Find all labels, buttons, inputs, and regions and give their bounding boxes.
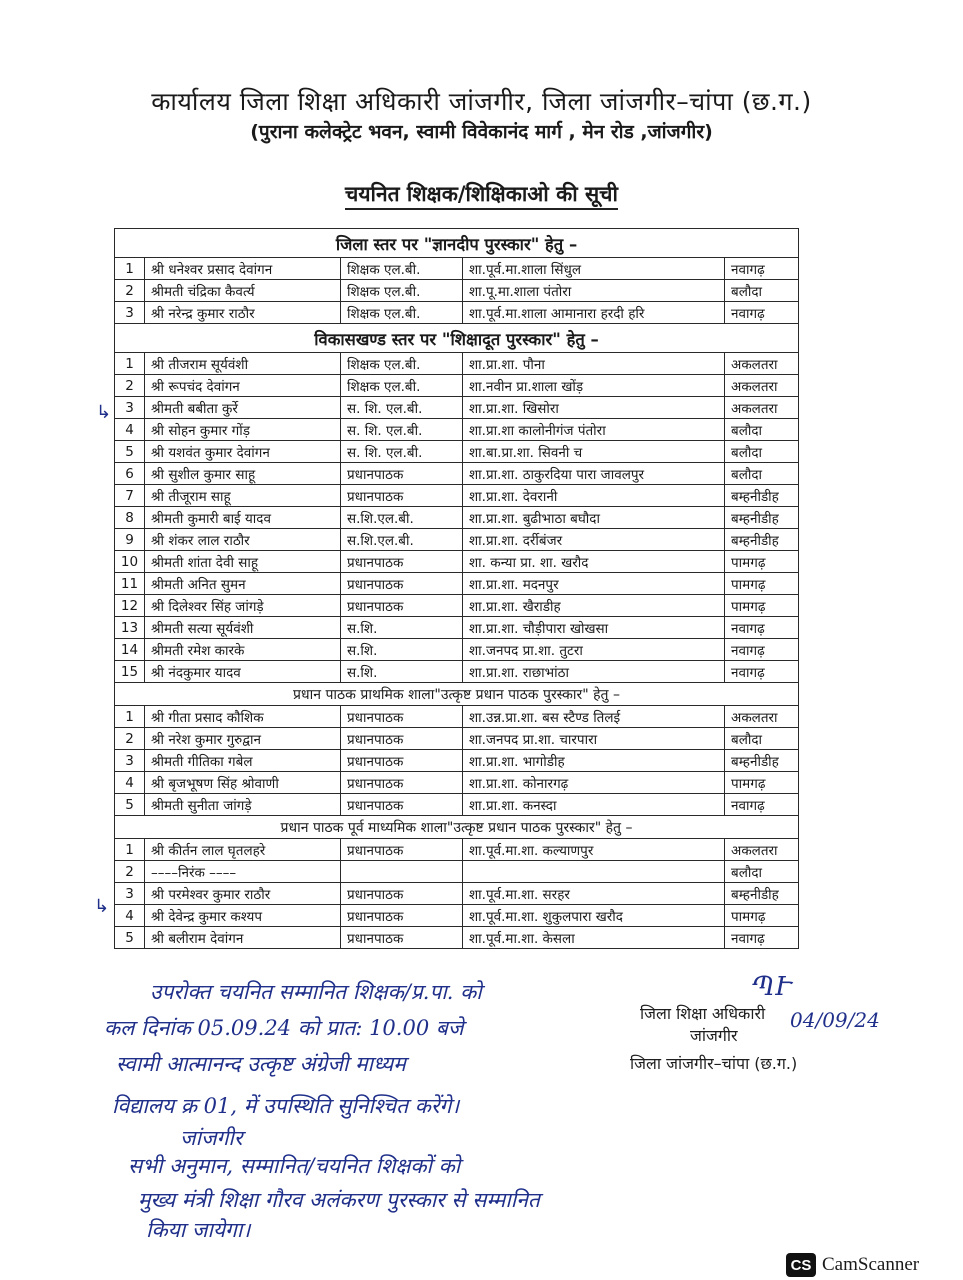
teacher-name: श्री नरेश कुमार गुरुद्वान (145, 728, 341, 750)
designation: शिक्षक एल.बी. (341, 302, 463, 324)
serial-number: 6 (115, 463, 145, 485)
table-row (115, 728, 799, 750)
table-row (115, 883, 799, 905)
teacher-name: श्री धनेश्वर प्रसाद देवांगन (145, 258, 341, 280)
block-name: नवागढ़ (725, 639, 799, 661)
serial-number: 12 (115, 595, 145, 617)
handwritten-note-line: कल दिनांक 05.09.24 को प्रात: 10.00 बजे (104, 1016, 464, 1040)
table-row (115, 353, 799, 375)
school-name: शा.उन्न.प्रा.शा. बस स्टैण्ड तिलई (463, 706, 725, 728)
teacher-name: श्री नरेन्द्र कुमार राठौर (145, 302, 341, 324)
serial-number: 13 (115, 617, 145, 639)
block-name: बलौदा (725, 280, 799, 302)
block-name: बलौदा (725, 728, 799, 750)
office-address: (पुराना कलेक्ट्रेट भवन, स्वामी विवेकानंद मार्ग , मेन रोड ,जांजगीर) (250, 121, 713, 143)
teacher-name: श्री नंदकुमार यादव (145, 661, 341, 683)
school-name: शा.नवीन प्रा.शाला खोंड़ (463, 375, 725, 397)
block-name: अकलतरा (725, 375, 799, 397)
signature: ՊՒ (752, 972, 792, 1002)
teacher-name: श्री यशवंत कुमार देवांगन (145, 441, 341, 463)
designation: शिक्षक एल.बी. (341, 280, 463, 302)
teacher-name: श्री रूपचंद देवांगन (145, 375, 341, 397)
table-row (115, 772, 799, 794)
designation: प्रधानपाठक (341, 485, 463, 507)
block-name: नवागढ़ (725, 302, 799, 324)
teacher-name: श्री देवेन्द्र कुमार कश्यप (145, 905, 341, 927)
table-row (115, 419, 799, 441)
camscanner-watermark (786, 1253, 919, 1277)
teacher-name: श्री बलीराम देवांगन (145, 927, 341, 949)
teacher-name: श्रीमती अनित सुमन (145, 573, 341, 595)
teacher-name: श्री बृजभूषण सिंह श्रोवाणी (145, 772, 341, 794)
school-name: शा.प्रा.शा. ठाकुरदिया पारा जावलपुर (463, 463, 725, 485)
camscanner-label: CamScanner (822, 1254, 920, 1275)
table-row (115, 706, 799, 728)
designation: प्रधानपाठक (341, 728, 463, 750)
serial-number: 2 (115, 280, 145, 302)
serial-number: 4 (115, 419, 145, 441)
handwritten-note-line: किया जायेगा। (146, 1218, 251, 1242)
table-row (115, 375, 799, 397)
teacher-name: ––––निरंक –––– (145, 861, 341, 883)
block-name: बम्हनीडीह (725, 507, 799, 529)
stamp-line-officer: जिला शिक्षा अधिकारी (640, 1004, 766, 1023)
table-row (115, 639, 799, 661)
serial-number: 1 (115, 706, 145, 728)
block-name: अकलतरा (725, 706, 799, 728)
block-name: बम्हनीडीह (725, 883, 799, 905)
table-row (115, 258, 799, 280)
school-name: शा.प्रा.शा. कनस्दा (463, 794, 725, 816)
designation: प्रधानपाठक (341, 595, 463, 617)
block-name: बलौदा (725, 419, 799, 441)
stamp-line-district: जिला जांजगीर–चांपा (छ.ग.) (630, 1054, 798, 1073)
teacher-name: श्री गीता प्रसाद कौशिक (145, 706, 341, 728)
teacher-name: श्री सोहन कुमार गोंड़ (145, 419, 341, 441)
serial-number: 9 (115, 529, 145, 551)
serial-number: 1 (115, 353, 145, 375)
block-name: बम्हनीडीह (725, 529, 799, 551)
designation: प्रधानपाठक (341, 750, 463, 772)
table-row (115, 397, 799, 419)
teacher-name: श्री परमेश्वर कुमार राठौर (145, 883, 341, 905)
designation: प्रधानपाठक (341, 883, 463, 905)
office-heading: कार्यालय जिला शिक्षा अधिकारी जांजगीर, जिला जांजगीर–चांपा (छ.ग.) (151, 87, 812, 116)
table-row (115, 441, 799, 463)
designation: प्रधानपाठक (341, 905, 463, 927)
table-row (115, 573, 799, 595)
block-name: अकलतरा (725, 839, 799, 861)
block-name: बलौदा (725, 463, 799, 485)
handwritten-note-line: उपरोक्त चयनित सम्मानित शिक्षक/प्र.पा. को (150, 980, 482, 1004)
selected-teachers-table (114, 228, 799, 949)
designation: स. शि. एल.बी. (341, 441, 463, 463)
table-row (115, 927, 799, 949)
table-row (115, 750, 799, 772)
block-name: नवागढ़ (725, 927, 799, 949)
section-title: जिला स्तर पर "ज्ञानदीप पुरस्कार" हेतु – (115, 229, 799, 258)
teacher-name: श्रीमती गीतिका गबेल (145, 750, 341, 772)
designation: शिक्षक एल.बी. (341, 375, 463, 397)
block-name: पामगढ़ (725, 905, 799, 927)
handwritten-note-line: विद्यालय क्र 01, में उपस्थिति सुनिश्चित करेंगे। (112, 1094, 460, 1118)
designation: स. शि. एल.बी. (341, 419, 463, 441)
table-row (115, 617, 799, 639)
teacher-name: श्रीमती सुनीता जांगड़े (145, 794, 341, 816)
teacher-name: श्री शंकर लाल राठौर (145, 529, 341, 551)
teacher-name: श्रीमती चंद्रिका कैवर्त्य (145, 280, 341, 302)
block-name: अकलतरा (725, 353, 799, 375)
margin-tick-mark: ↳ (94, 896, 110, 917)
teacher-name: श्रीमती बबीता कुर्रे (145, 397, 341, 419)
school-name: शा. कन्या प्रा. शा. खरौद (463, 551, 725, 573)
school-name: शा.प्रा.शा. चौड़ीपारा खोखसा (463, 617, 725, 639)
section-header-row (115, 229, 799, 258)
list-title (0, 180, 963, 208)
serial-number: 2 (115, 728, 145, 750)
school-name: शा.जनपद प्रा.शा. चारपारा (463, 728, 725, 750)
teacher-name: श्री दिलेश्वर सिंह जांगड़े (145, 595, 341, 617)
signature-date: 04/09/24 (790, 1008, 880, 1032)
section-header-row (115, 816, 799, 839)
teacher-name: श्री तीजराम सूर्यवंशी (145, 353, 341, 375)
table-row (115, 794, 799, 816)
serial-number: 2 (115, 375, 145, 397)
table-row (115, 839, 799, 861)
serial-number: 5 (115, 927, 145, 949)
block-name: पामगढ़ (725, 551, 799, 573)
teacher-name: श्री सुशील कुमार साहू (145, 463, 341, 485)
list-title-text: चयनित शिक्षक/शिक्षिकाओ की सूची (345, 182, 618, 210)
block-name: पामगढ़ (725, 573, 799, 595)
designation: शिक्षक एल.बी. (341, 353, 463, 375)
school-name: शा.प्रा.शा. बुढीभाठा बघौदा (463, 507, 725, 529)
serial-number: 1 (115, 258, 145, 280)
serial-number: 7 (115, 485, 145, 507)
designation: स.शि. (341, 639, 463, 661)
school-name: शा.पू.मा.शाला पंतोरा (463, 280, 725, 302)
serial-number: 5 (115, 441, 145, 463)
stamp-line-place: जांजगीर (690, 1026, 738, 1045)
designation: प्रधानपाठक (341, 839, 463, 861)
school-name: शा.प्रा.शा. मदनपुर (463, 573, 725, 595)
serial-number: 5 (115, 794, 145, 816)
teacher-name: श्री कीर्तन लाल घृतलहरे (145, 839, 341, 861)
school-name: शा.प्रा.शा. पौना (463, 353, 725, 375)
block-name: अकलतरा (725, 397, 799, 419)
camscanner-logo-icon: CS (786, 1253, 816, 1277)
serial-number: 4 (115, 905, 145, 927)
section-header-row (115, 683, 799, 706)
block-name: नवागढ़ (725, 661, 799, 683)
school-name: शा.पूर्व.मा.शा. शुकुलपारा खरौद (463, 905, 725, 927)
table-row (115, 463, 799, 485)
table-row (115, 905, 799, 927)
block-name: नवागढ़ (725, 617, 799, 639)
table-row (115, 529, 799, 551)
block-name: नवागढ़ (725, 794, 799, 816)
designation: प्रधानपाठक (341, 573, 463, 595)
school-name (463, 861, 725, 883)
table-row (115, 507, 799, 529)
designation: स. शि. एल.बी. (341, 397, 463, 419)
school-name: शा.प्रा.शा. कोनारगढ़ (463, 772, 725, 794)
teacher-name: श्री तीजूराम साहू (145, 485, 341, 507)
designation: प्रधानपाठक (341, 706, 463, 728)
block-name: बम्हनीडीह (725, 485, 799, 507)
designation: स.शि.एल.बी. (341, 529, 463, 551)
section-title: विकासखण्ड स्तर पर "शिक्षादूत पुरस्कार" हेतु – (115, 324, 799, 353)
block-name: बलौदा (725, 861, 799, 883)
teacher-name: श्रीमती सत्या सूर्यवंशी (145, 617, 341, 639)
school-name: शा.जनपद प्रा.शा. तुटरा (463, 639, 725, 661)
block-name: नवागढ़ (725, 258, 799, 280)
school-name: शा.पूर्व.मा.शाला सिंधुल (463, 258, 725, 280)
designation: प्रधानपाठक (341, 927, 463, 949)
table-row (115, 595, 799, 617)
teacher-name: श्रीमती शांता देवी साहू (145, 551, 341, 573)
designation: शिक्षक एल.बी. (341, 258, 463, 280)
block-name: पामगढ़ (725, 772, 799, 794)
block-name: बलौदा (725, 441, 799, 463)
serial-number: 2 (115, 861, 145, 883)
serial-number: 3 (115, 750, 145, 772)
school-name: शा.बा.प्रा.शा. सिवनी च (463, 441, 725, 463)
handwritten-note-line: स्वामी आत्मानन्द उत्कृष्ट अंग्रेजी माध्यम (116, 1052, 406, 1076)
section-header-row (115, 324, 799, 353)
designation (341, 861, 463, 883)
serial-number: 3 (115, 302, 145, 324)
table-row (115, 280, 799, 302)
teacher-name: श्रीमती रमेश कारके (145, 639, 341, 661)
designation: स.शि. (341, 617, 463, 639)
table-row (115, 661, 799, 683)
school-name: शा.प्रा.शा. खैराडीह (463, 595, 725, 617)
serial-number: 3 (115, 397, 145, 419)
serial-number: 8 (115, 507, 145, 529)
designation: प्रधानपाठक (341, 463, 463, 485)
school-name: शा.पूर्व.मा.शा. कल्याणपुर (463, 839, 725, 861)
serial-number: 15 (115, 661, 145, 683)
school-name: शा.प्रा.शा. दर्रीबंजर (463, 529, 725, 551)
designation: प्रधानपाठक (341, 794, 463, 816)
handwritten-note-line: जांजगीर (180, 1126, 243, 1150)
school-name: शा.प्रा.शा. देवरानी (463, 485, 725, 507)
school-name: शा.पूर्व.मा.शाला आमानारा हरदी हरि (463, 302, 725, 324)
margin-tick-mark: ↳ (96, 402, 112, 423)
handwritten-note-line: मुख्य मंत्री शिक्षा गौरव अलंकरण पुरस्कार से सम्मानित (138, 1188, 540, 1212)
school-name: शा.प्रा.शा. भागोडीह (463, 750, 725, 772)
teacher-name: श्रीमती कुमारी बाई यादव (145, 507, 341, 529)
serial-number: 14 (115, 639, 145, 661)
school-name: शा.प्रा.शा. राछाभांठा (463, 661, 725, 683)
school-name: शा.पूर्व.मा.शा. सरहर (463, 883, 725, 905)
serial-number: 10 (115, 551, 145, 573)
serial-number: 3 (115, 883, 145, 905)
serial-number: 1 (115, 839, 145, 861)
designation: स.शि. (341, 661, 463, 683)
school-name: शा.प्रा.शा कालोनीगंज पंतोरा (463, 419, 725, 441)
designation: स.शि.एल.बी. (341, 507, 463, 529)
table-row (115, 302, 799, 324)
serial-number: 4 (115, 772, 145, 794)
table-row (115, 485, 799, 507)
section-title: प्रधान पाठक पूर्व माध्यमिक शाला"उत्कृष्ट प्रधान पाठक पुरस्कार" हेतु – (115, 816, 799, 839)
section-title: प्रधान पाठक प्राथमिक शाला"उत्कृष्ट प्रधान पाठक पुरस्कार" हेतु – (115, 683, 799, 706)
school-name: शा.पूर्व.मा.शा. केसला (463, 927, 725, 949)
handwritten-note-line: सभी अनुमान, सम्मानित/चयनित शिक्षकों को (128, 1154, 461, 1178)
block-name: पामगढ़ (725, 595, 799, 617)
designation: प्रधानपाठक (341, 772, 463, 794)
table-row (115, 861, 799, 883)
table-row (115, 551, 799, 573)
school-name: शा.प्रा.शा. खिसोरा (463, 397, 725, 419)
serial-number: 11 (115, 573, 145, 595)
block-name: बम्हनीडीह (725, 750, 799, 772)
designation: प्रधानपाठक (341, 551, 463, 573)
